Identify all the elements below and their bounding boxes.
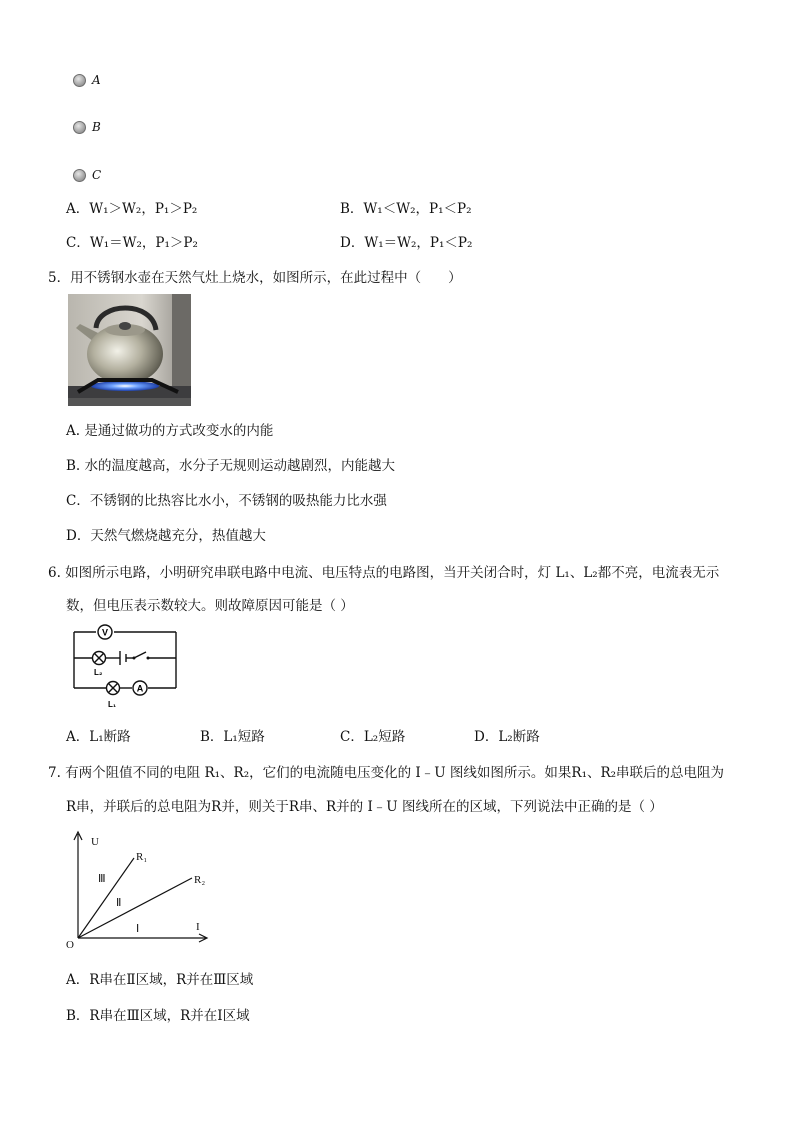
radio-button[interactable]: [73, 169, 86, 182]
q6-option-c: C．L₂短路: [340, 729, 406, 745]
lamp-l2-label: L₂: [94, 668, 103, 677]
q5-option-d: D．天然气燃烧越充分，热值越大: [66, 528, 266, 544]
radio-button[interactable]: [73, 121, 86, 134]
lamp-l1-label: L₁: [108, 700, 117, 709]
q5-option-b: B. 水的温度越高，水分子无规则运动越剧烈，内能越大: [66, 458, 396, 474]
radio-label: A: [92, 73, 101, 87]
axis-i-label: I: [196, 921, 200, 933]
region-iii-label: Ⅲ: [98, 873, 106, 885]
line-r1: [78, 858, 134, 938]
q5-stem: 5．用不锈钢水壶在天然气灶上烧水，如图所示，在此过程中（ ）: [48, 270, 462, 286]
q6-option-d: D．L₂断路: [474, 729, 540, 745]
radio-option-b[interactable]: [73, 120, 101, 134]
radio-button[interactable]: [73, 74, 86, 87]
iu-graph: [62, 826, 212, 950]
origin-label: O: [66, 939, 74, 950]
q4-option-a: A．W₁＞W₂，P₁＞P₂: [66, 201, 198, 217]
q7-option-b: B．R串在Ⅲ区域，R并在Ⅰ区域: [66, 1008, 250, 1024]
q6-option-b: B．L₁短路: [200, 729, 265, 745]
q7-stem-line1: 7. 有两个阻值不同的电阻 R₁、R₂，它们的电流随电压变化的 I﹣U 图线如图所示。如果R₁、R₂串联后的总电阻为: [48, 765, 725, 781]
q6-stem-line2: 数，但电压表示数较大。则故障原因可能是（ ）: [66, 598, 354, 614]
q6-option-a: A．L₁断路: [66, 729, 131, 745]
q5-option-c: C．不锈钢的比热容比水小，不锈钢的吸热能力比水强: [66, 493, 387, 509]
radio-option-c[interactable]: [73, 168, 101, 182]
axis-u-label: U: [91, 836, 99, 848]
r1-label: R₁: [136, 851, 148, 863]
q4-option-d: D．W₁＝W₂，P₁＜P₂: [340, 235, 473, 251]
q7-stem-line2: R串，并联后的总电阻为R并，则关于R串、R并的 I﹣U 图线所在的区域，下列说法中正确的是（ ）: [66, 799, 663, 815]
radio-label: C: [92, 168, 102, 182]
q4-option-b: B．W₁＜W₂，P₁＜P₂: [340, 201, 472, 217]
radio-option-a[interactable]: [73, 73, 101, 87]
line-r2: [78, 878, 192, 938]
q4-option-c: C．W₁＝W₂，P₁＞P₂: [66, 235, 198, 251]
q6-stem-line1: 6. 如图所示电路，小明研究串联电路中电流、电压特点的电路图，当开关闭合时，灯 L₁、L₂都不亮，电流表无示: [48, 565, 720, 581]
region-i-label: Ⅰ: [136, 923, 140, 935]
ammeter-label: A: [136, 683, 144, 694]
region-ii-label: Ⅱ: [116, 897, 122, 909]
voltmeter-label: V: [101, 627, 109, 638]
q7-option-a: A．R串在Ⅱ区域，R并在Ⅲ区域: [66, 972, 254, 988]
radio-label: B: [92, 120, 101, 134]
kettle-on-stove-image: [68, 294, 191, 406]
q5-option-a: A. 是通过做功的方式改变水的内能: [66, 423, 274, 439]
circuit-diagram: [68, 620, 182, 712]
r2-label: R₂: [194, 874, 206, 886]
